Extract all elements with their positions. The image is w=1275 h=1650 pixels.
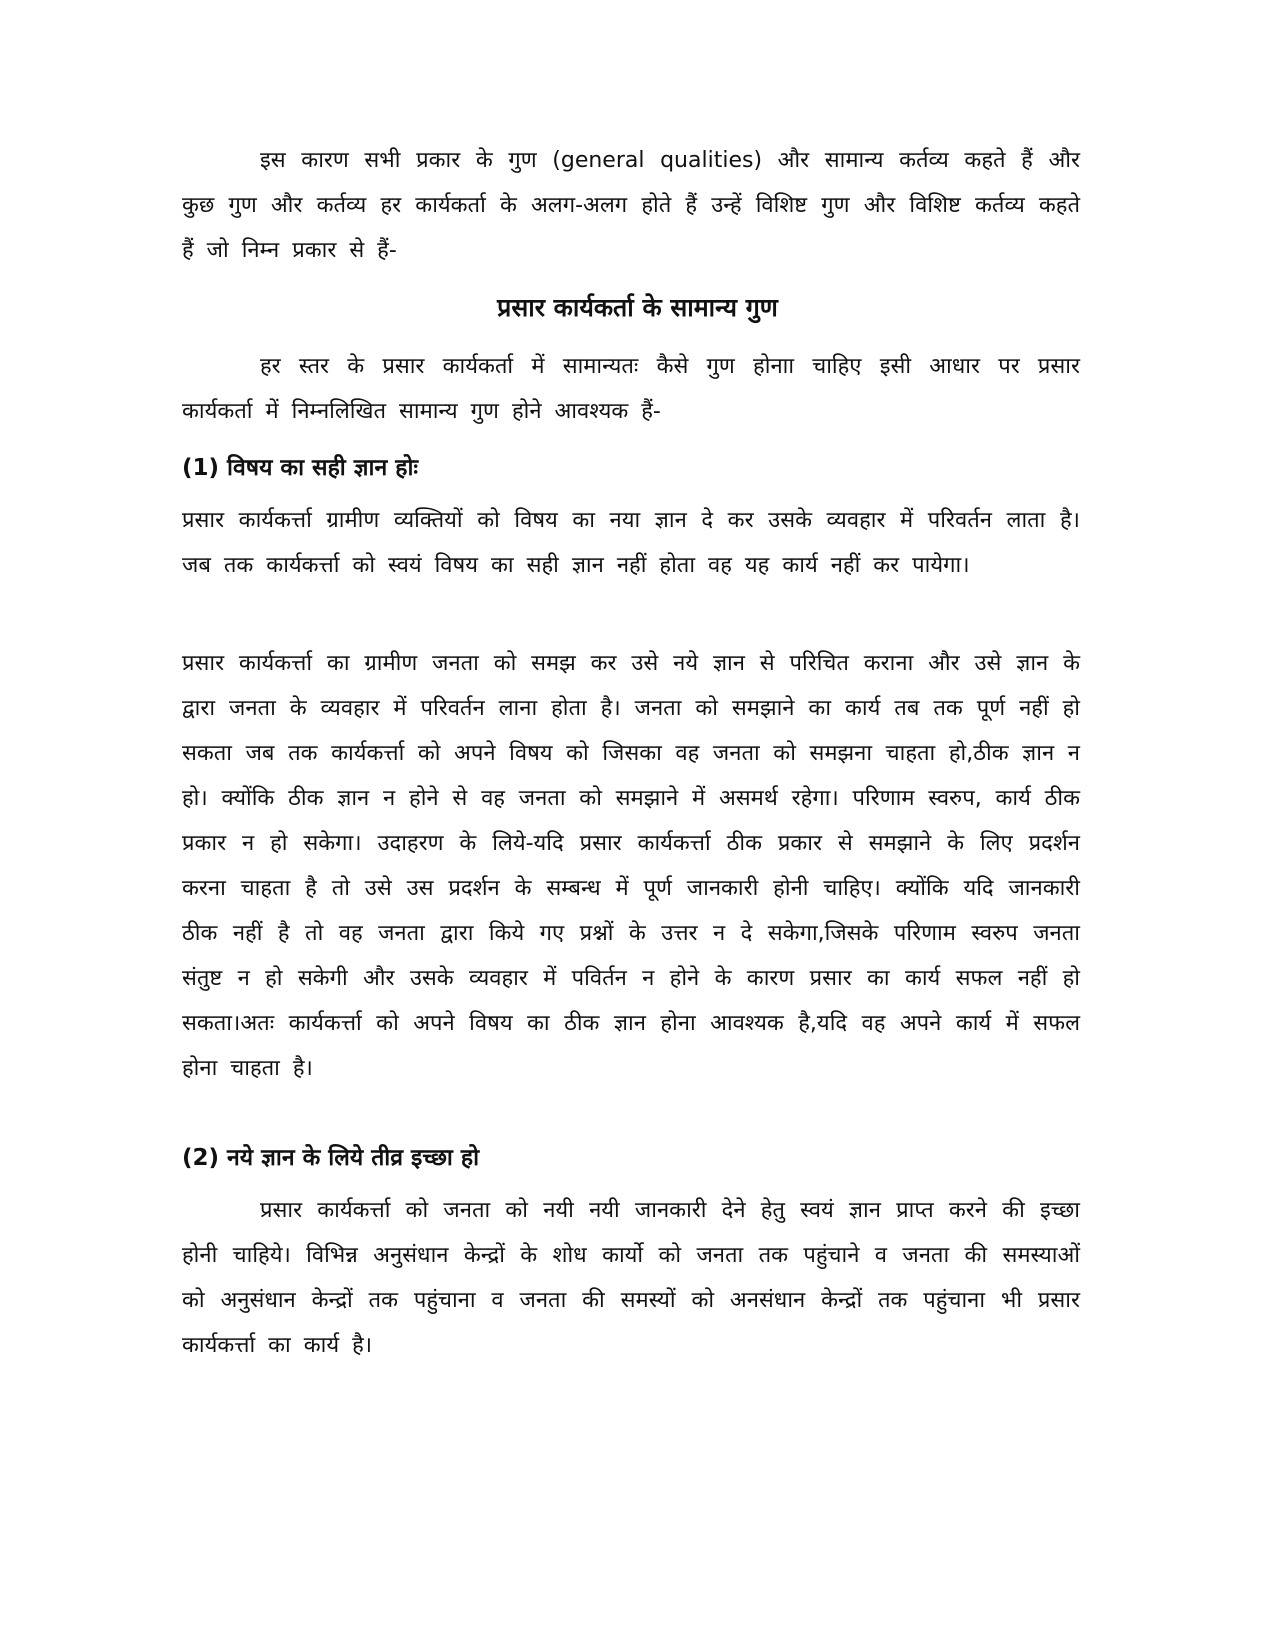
section1-heading: (1) विषय का सही ज्ञान होः (182, 455, 419, 481)
section2-heading: (2) नये ज्ञान के लिये तीव्र इच्छा हो (182, 1145, 480, 1171)
general-qualities-paragraph: हर स्तर के प्रसार कार्यकर्ता में सामान्यतः कैसे गुण होनाा चाहिए इसी आधार पर प्रसार कार्यकर्ता में निम्नलिखित सामान्य गुण होने आवश्यक हैं- (182, 354, 1080, 424)
page-title: प्रसार कार्यकर्ता के सामान्य गुण (497, 293, 778, 322)
section2-paragraph-1: प्रसार कार्यकर्त्ता को जनता को नयी नयी जानकारी देने हेतु स्वयं ज्ञान प्राप्त करने की इच्छा होनी चाहिये। विभिन्न अनुसंधान केन्द्रों के शोध कार्यो को जनता तक पहुंचाने व जनता की समस्याओं को अनुसंधान केन्द्रों तक पहुंचाना व जनता की समस्यों को अनसंधान केन्द्रों तक पहुंचाना भी प्रसार कार्यकर्त्ता का कार्य है। (182, 1198, 1080, 1358)
section1-paragraph-2: प्रसार कार्यकर्त्ता का ग्रामीण जनता को समझ कर उसे नये ज्ञान से परिचित कराना और उसे ज्ञान के द्वारा जनता के व्यवहार में परिवर्तन लाना होता है। जनता को समझाने का कार्य तब तक पूर्ण नहीं हो सकता जब तक कार्यकर्त्ता को अपने विषय को जिसका वह जनता को समझना चाहता हो,ठीक ज्ञान न हो। क्योंकि ठीक ज्ञान न होने से वह जनता को समझाने में असमर्थ रहेगा। परिणाम स्वरुप, कार्य ठीक प्रकार न हो सकेगा। उदाहरण के लिये-यदि प्रसार कार्यकर्त्ता ठीक प्रकार से समझाने के लिए प्रदर्शन करना चाहता है तो उसे उस प्रदर्शन के सम्बन्ध में पूर्ण जानकारी होनी चाहिए। क्योंकि यदि जानकारी ठीक नहीं है तो वह जनता द्वारा किये गए प्रश्नों के उत्तर न दे सकेगा,जिसके परिणाम स्वरुप जनता संतुष्ट न हो सकेगी और उसके व्यवहार में पविर्तन न होने के कारण प्रसार का कार्य सफल नहीं हो सकता।अतः कार्यकर्त्ता को अपने विषय का ठीक ज्ञान होना आवश्यक है,यदि वह अपने कार्य में सफल होना चाहता है। (182, 651, 1080, 1081)
section1-paragraph-1: प्रसार कार्यकर्त्ता ग्रामीण व्यक्तियों को विषय का नया ज्ञान दे कर उसके व्यवहार में परिवर्तन लाता है। जब तक कार्यकर्त्ता को स्वयं विषय का सही ज्ञान नहीं होता वह यह कार्य नहीं कर पायेगा। (182, 508, 1080, 578)
intro-paragraph: इस कारण सभी प्रकार के गुण (general qualities) और सामान्य कर्तव्य कहते हैं और कुछ गुण और कर्तव्य हर कार्यकर्ता के अलग-अलग होते हैं उन्हें विशिष्ट गुण और विशिष्ट कर्तव्य कहते हैं जो निम्न प्रकार से हैं- (182, 148, 1080, 263)
